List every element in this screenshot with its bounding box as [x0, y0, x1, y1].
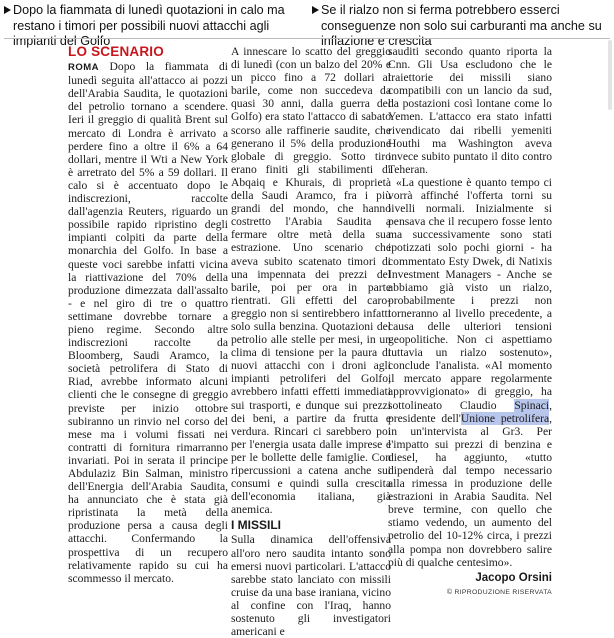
copyright-text: RIPRODUZIONE RISERVATA — [454, 588, 552, 596]
paragraph-text: , presidente dell' — [388, 398, 552, 425]
scrollbar[interactable] — [608, 40, 612, 110]
highlighted-text: Spinaci — [514, 398, 550, 412]
summary-bullet-1 — [4, 3, 302, 48]
article-paragraph — [388, 176, 552, 569]
divider — [4, 38, 610, 39]
summary-bullet-text: Se il rialzo non si ferma potrebbero esserci conseguenze non solo sui carburanti ma anche su inflazione e crescita — [321, 3, 602, 48]
paragraph-text: «La questione è quanto tempo ci vorrà affinché l'offerta torni su livelli normali. Inizialmente si pensava che il recupero fosse lento ma successivamente sono stati ipotizzati solo pochi giorni - ha commentato Esty Dwek, di Natixis Investment Managers - Anche se abbiamo già visto un rialzo, probabilmente i prezzi non torneranno al livello precedente, a causa delle ulteriori tensioni geopolitiche. Non ci aspettiamo tuttavia un rialzo sostenuto», conclude l'analista. «Al momento il mercato appare regolarmente approvvigionato» di greggio, ha sottolineato Claudio — [388, 175, 552, 412]
copyright-notice — [388, 586, 552, 599]
dateline: ROMA — [68, 62, 100, 74]
article-paragraph: sauditi secondo quanto riporta la Cnn. Gli Usa escludono che le traiettorie dei missili siano compatibili con un lancio da sud, da postazioni così lontane come lo Yemen. L'attacco era stato infatti rivendicato dai ribelli yemeniti Houthi ma Washington aveva invece subito puntato il dito contro Teheran. — [388, 45, 552, 176]
summary-bullet-2 — [312, 3, 610, 48]
article-column-1 — [68, 45, 228, 585]
copyright-icon: © — [446, 588, 453, 596]
triangle-bullet-icon — [4, 6, 11, 14]
summary-bullet-text: Dopo la fiammata di lunedì quotazioni in calo ma restano i timori per possibili nuovi attacchi agli impianti del Golfo — [13, 3, 285, 48]
highlighted-text: Unione petrolifera — [460, 411, 550, 425]
article-paragraph: A innescare lo scatto del greggio di lunedì (con un balzo del 20% e un picco fino a 72 dollari al barile, come non succedeva da quasi 30 anni, dalla guerra del Golfo) era stato l'attacco di sabato scorso alle raffinerie saudite, che generano il 5% della produzione globale di greggio. Sotto tiro erano finiti gli stabilimenti di Abqaiq e Khurais, di proprietà della Saudi Aramco, fra i più grandi del mondo, che hanno costretto l'Arabia Saudita a fermare oltre metà della sua estrazione. Uno scenario che aveva subito scatenato timori di una impennata dei prezzi del barile, poi per ora in parte rientrati. Gli effetti del caro-greggio non si sentirebbero infatti solo sulla benzina. Quotazioni del petrolio alle stelle per mesi, in un clima di tensione per la paura di nuovi attacchi con i droni agli impianti petroliferi del Golfo, avrebbero infatti effetti immediati sui trasporti, e dunque sui prezzi dei beni, a partire da frutta e verdura. Rincari ci sarebbero poi per l'energia usata dalle imprese e per le bollette delle famiglie. Con ripercussioni a catena anche sui consumi e quindi sulla crescita dell'economia italiana, già anemica. — [231, 45, 391, 517]
article-paragraph — [68, 60, 228, 585]
paragraph-text: Dopo la fiammata di lunedì seguita all'attacco ai pozzi dell'Arabia Saudita, le quotazioni del petrolio tornano a scendere. Ieri il greggio di qualità Brent sul mercato di Londra è arrivato a perdere fino a oltre il 6% a 64 dollari, mentre il Wti a New York è arretrato del 5% a 59 dollari. Il calo si è accentuato dopo le indiscrezioni, raccolte dall'agenzia Reuters, riguardo un possibile rapido ripristino degli impianti colpiti da parte della monarchia del Golfo. In base a queste voci sarebbe infatti vicina la riattivazione del 70% della produzione dimezzata dall'assalto - e nel giro di tre o quattro settimane dovrebbe tornare a pieno regime. Secondo altre indiscrezioni raccolte da Bloomberg, Saudi Aramco, la società petrolifera di Stato di Riad, avrebbe informato alcuni clienti che le consegne di greggio previste per inizio ottobre subiranno un rinvio nel corso del mese ma i volumi fissati nei contratti di fornitura rimarranno invariati. Poi in serata il principe Abdulaziz Bin Salman, ministro dell'Energia dell'Arabia Saudita, ha annunciato che è stata già ripristinata la metà della produzione persa a causa degli attacchi. Confermando la prospettiva di un recupero relativamente rapido su cui ha scommesso il mercato. — [68, 60, 228, 585]
article-column-2 — [231, 45, 391, 638]
triangle-bullet-icon — [312, 6, 319, 14]
paragraph-text: , in un'intervista al Gr3. Per l'impatto sui prezzi di benzina e diesel, ha aggiunto, «tutto dipenderà dal tempo necessario alla rimessa in produzione delle estrazioni in Arabia Saudita. Nel breve termine, con quello che stiamo vedendo, un aumento del petrolio del 10-12% circa, i prezzi alla pompa non dovrebbero salire più di qualche centesimo». — [388, 411, 553, 569]
summary-bullets — [4, 3, 610, 48]
author-signature: Jacopo Orsini — [475, 571, 552, 584]
article-paragraph: Sulla dinamica dell'offensiva all'oro nero saudita intanto sono emersi nuovi particolari. L'attacco sarebbe stato lanciato con missili cruise da una base iraniana, vicino al confine con l'Iraq, hanno sostenuto gli investigatori americani e — [231, 533, 391, 638]
subsection-title: I MISSILI — [231, 518, 282, 533]
section-title: LO SCENARIO — [68, 44, 164, 59]
article-column-3 — [388, 45, 552, 599]
